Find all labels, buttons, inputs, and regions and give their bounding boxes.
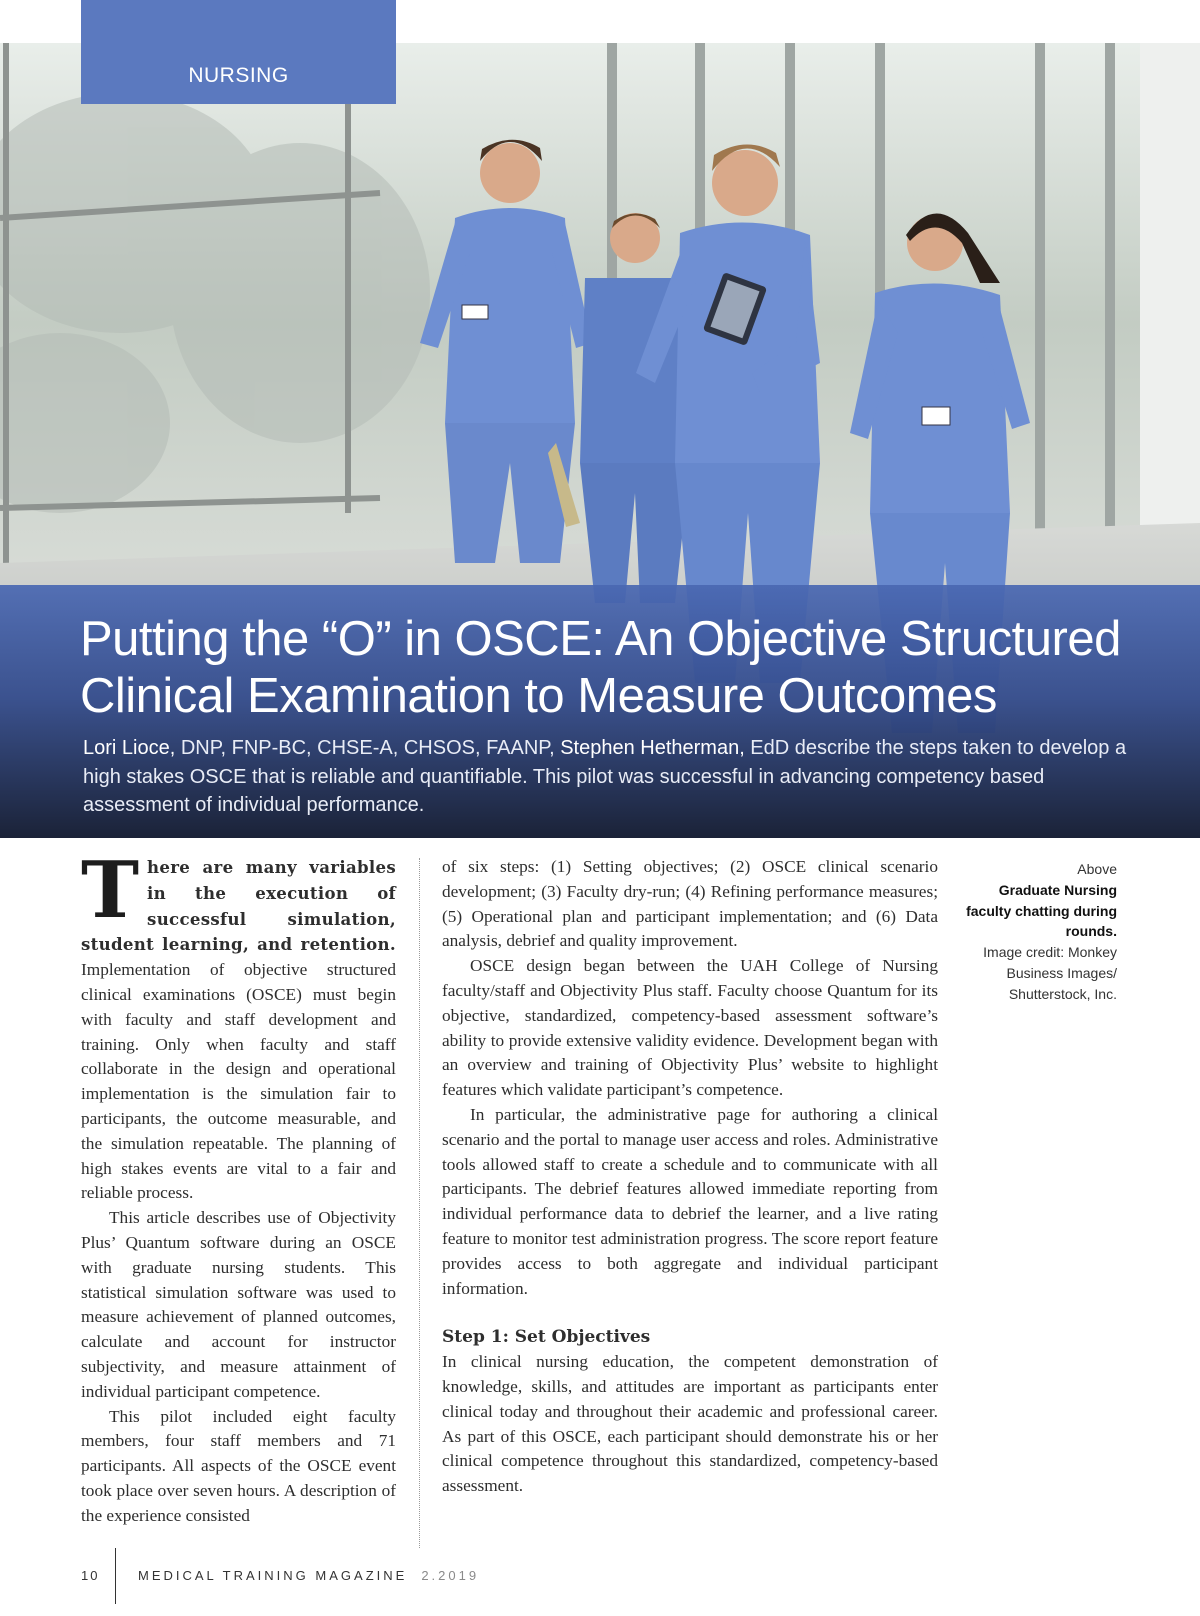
body-column-left <box>81 845 396 1529</box>
body-paragraph: This pilot included eight faculty members, four staff members and 71 participants. All aspects of the OSCE event took place over seven hours. A description of the experience consisted <box>81 1406 396 1525</box>
image-credit: Image credit: Monkey Business Images/ Shutterstock, Inc. <box>983 944 1117 1002</box>
body-paragraph: of six steps: (1) Setting objectives; (2) OSCE clinical scenario development; (3) Faculty dry-run; (4) Refining performance measures; (5) Operational plan and participant implementation; and (6) Data analysis, debrief and quality improvement. <box>442 857 938 951</box>
lead-in: here are many variables in the execution of successful simulation, student learning, and retention. <box>81 857 396 955</box>
caption-label: Above <box>1077 861 1117 877</box>
author-name: Stephen Hetherman, <box>560 737 745 759</box>
photo-caption <box>960 859 1117 1005</box>
column-divider <box>419 858 420 1548</box>
body-paragraph <box>81 845 396 1206</box>
paragraph-text: Implementation of objective structured clinical examinations (OSCE) must begin with faculty and staff development and training. Only when faculty and staff collaborate in the design and operational implementation is the simulation fair to participants, the outcome measurable, and the simulation repeatable. The planning of high stakes events are vital to a fair and reliable process. <box>81 960 396 1203</box>
article-title <box>80 611 1140 725</box>
author-credentials: DNP, FNP-BC, CHSE-A, CHSOS, FAANP, <box>175 737 561 759</box>
section-tab <box>81 0 396 104</box>
body-paragraph: OSCE design began between the UAH College of Nursing faculty/staff and Objectivity Plus staff. Faculty choose Quantum for its objective, standardized, competency-based assessment software’s ability to provide extensive validity evidence. Development began with an overview and training of Objectivity Plus’ website to highlight features which validate participant’s competence. <box>442 956 938 1100</box>
title-line-1: Putting the “O” in OSCE: An Objective Structured <box>80 612 1121 666</box>
deck-summary: EdD describe the steps taken to develop a high stakes OSCE that is reliable and quantifiable. This pilot was successful in advancing competency based assessment of individual performance. <box>83 737 1127 816</box>
body-column-middle <box>442 855 938 1499</box>
issue-date: 2.2019 <box>421 1568 480 1583</box>
magazine-name: MEDICAL TRAINING MAGAZINE <box>138 1568 408 1583</box>
section-label: NURSING <box>188 64 289 87</box>
page-number: 10 <box>81 1568 100 1583</box>
title-line-2: Clinical Examination to Measure Outcomes <box>80 669 997 723</box>
body-paragraph: In clinical nursing education, the competent demonstration of knowledge, skills, and attitudes are important as participants enter clinical today and throughout their academic and professional career. As part of this OSCE, each participant should demonstrate his or her clinical competence throughout this standardized, competency-based assessment. <box>442 1352 938 1496</box>
subheading: Step 1: Set Objectives <box>442 1327 651 1348</box>
body-paragraph: In particular, the administrative page for authoring a clinical scenario and the portal to manage user access and roles. Administrative tools allowed staff to create a schedule and to communicate with all participants. The debrief features allowed immediate reporting from individual performance data to debrief the learner, and a live rating feature to monitor test administration progress. The score report feature provides access to both aggregate and individual participant information. <box>442 1104 938 1298</box>
caption-text: Graduate Nursing faculty chatting during rounds. <box>966 881 1117 940</box>
article-deck <box>83 734 1133 820</box>
footer-divider <box>115 1548 116 1604</box>
drop-cap: T <box>81 845 140 936</box>
author-name: Lori Lioce, <box>83 737 176 759</box>
body-paragraph: This article describes use of Objectivity Plus’ Quantum software during an OSCE with graduate nursing students. This statistical simulation software was used to measure achievement of planned outcomes, calculate and account for instructor subjectivity, and measure attainment of individual participant competence. <box>81 1208 396 1401</box>
page-footer <box>81 1568 479 1583</box>
